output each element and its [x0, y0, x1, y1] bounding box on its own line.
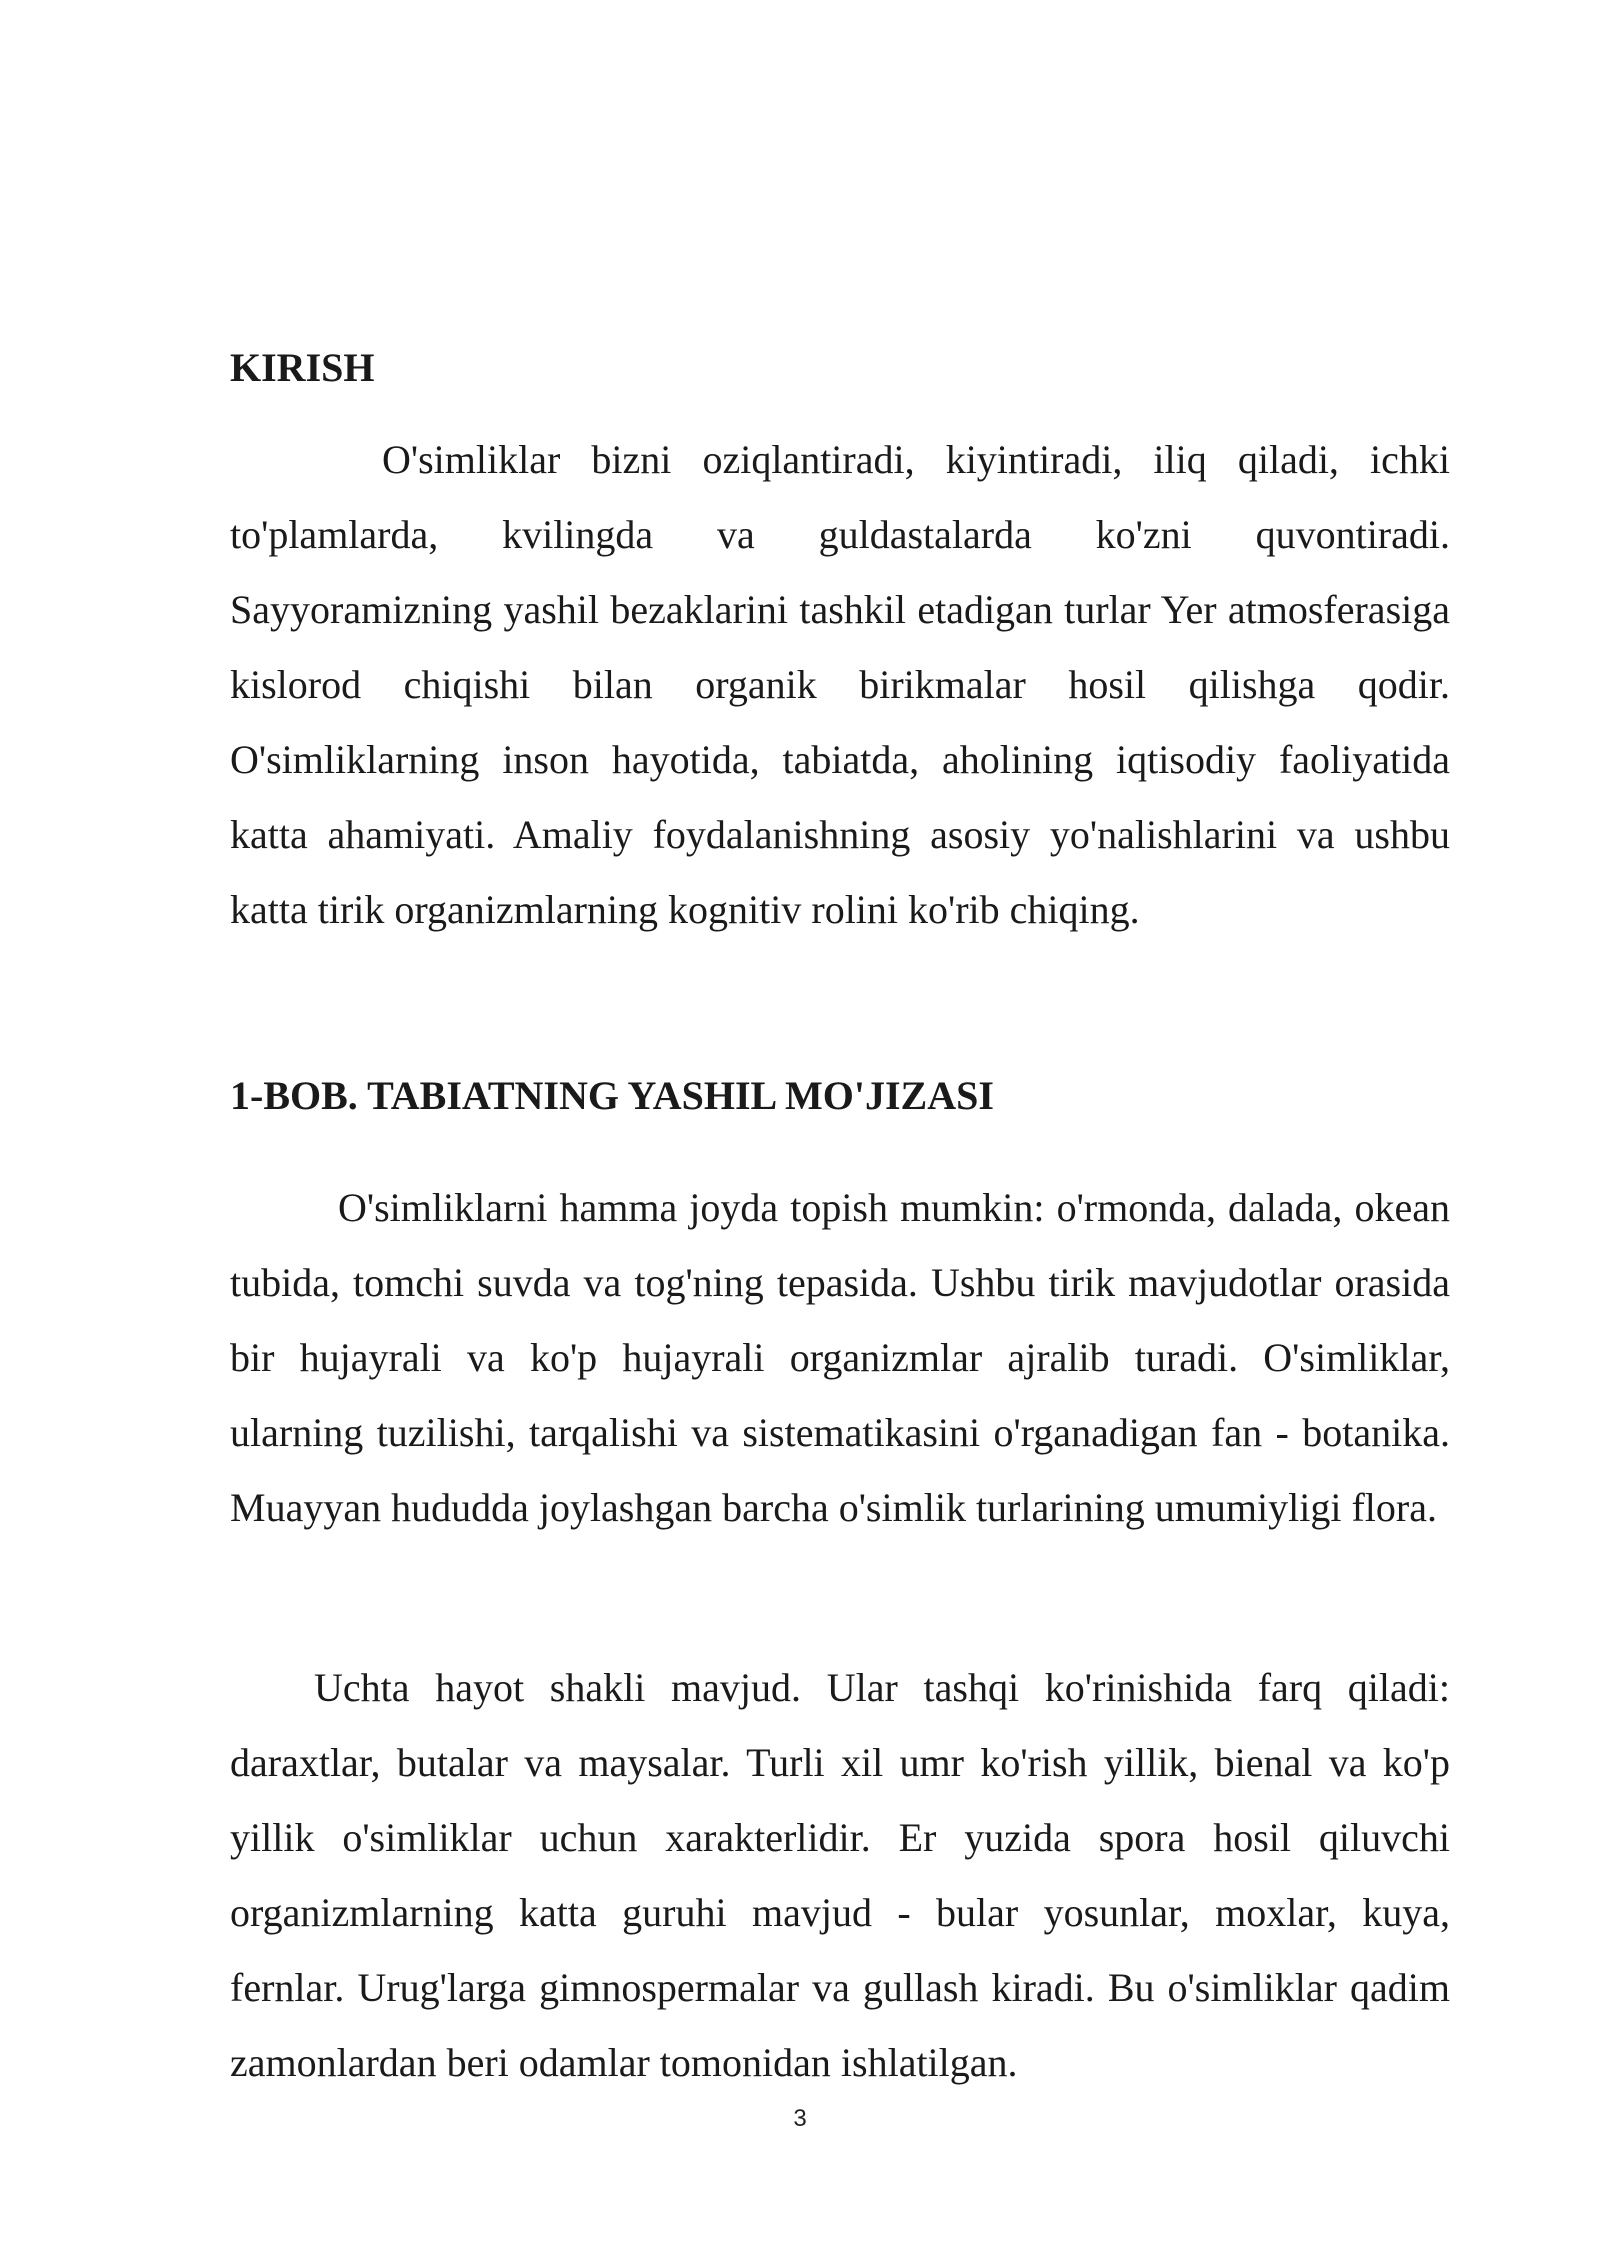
chapter-paragraph-1: O'simliklarni hamma joyda topish mumkin: o'rmonda, dalada, okean tubida, tomchi suvda va tog'ning tepasida. Ushbu tirik mavjudotlar orasida bir hujayrali va ko'p hujayrali organizmlar ajralib turadi. O'simliklar, ularning tuzilishi, tarqalishi va sistematikasini o'rganadigan fan - botanika. Muayyan hududda joylashgan barcha o'simlik turlarining umumiyligi flora.	[230, 1185, 1450, 1530]
intro-heading: KIRISH	[230, 345, 375, 390]
intro-paragraph: O'simliklar bizni oziqlantiradi, kiyintiradi, iliq qiladi, ichki to'plamlarda, kvilingda va guldastalarda ko'zni quvontiradi. Sayyoramizning yashil bezaklarini tashkil etadigan turlar Yer atmosferasiga kislorod chiqishi bilan organik birikmalar hosil qilishga qodir. O'simliklarning inson hayotida, tabiatda, aholining iqtisodiy faoliyatida katta ahamiyati. Amaliy foydalanishning asosiy yo'nalishlarini va ushbu katta tirik organizmlarning kognitiv rolini ko'rib chiqing.	[230, 437, 1450, 932]
chapter-heading: 1-BOB. TABIATNING YASHIL MO'JIZASI	[230, 1073, 994, 1118]
page-number: 3	[793, 2105, 807, 2132]
chapter-paragraph-2: Uchta hayot shakli mavjud. Ular tashqi ko'rinishida farq qiladi: daraxtlar, butalar va maysalar. Turli xil umr ko'rish yillik, bienal va ko'p yillik o'simliklar uchun xarakterlidir. Er yuzida spora hosil qiluvchi organizmlarning katta guruhi mavjud - bular yosunlar, moxlar, kuya, fernlar. Urug'larga gimnospermalar va gullash kiradi. Bu o'simliklar qadim zamonlardan beri odamlar tomonidan ishlatilgan.	[230, 1665, 1450, 2085]
